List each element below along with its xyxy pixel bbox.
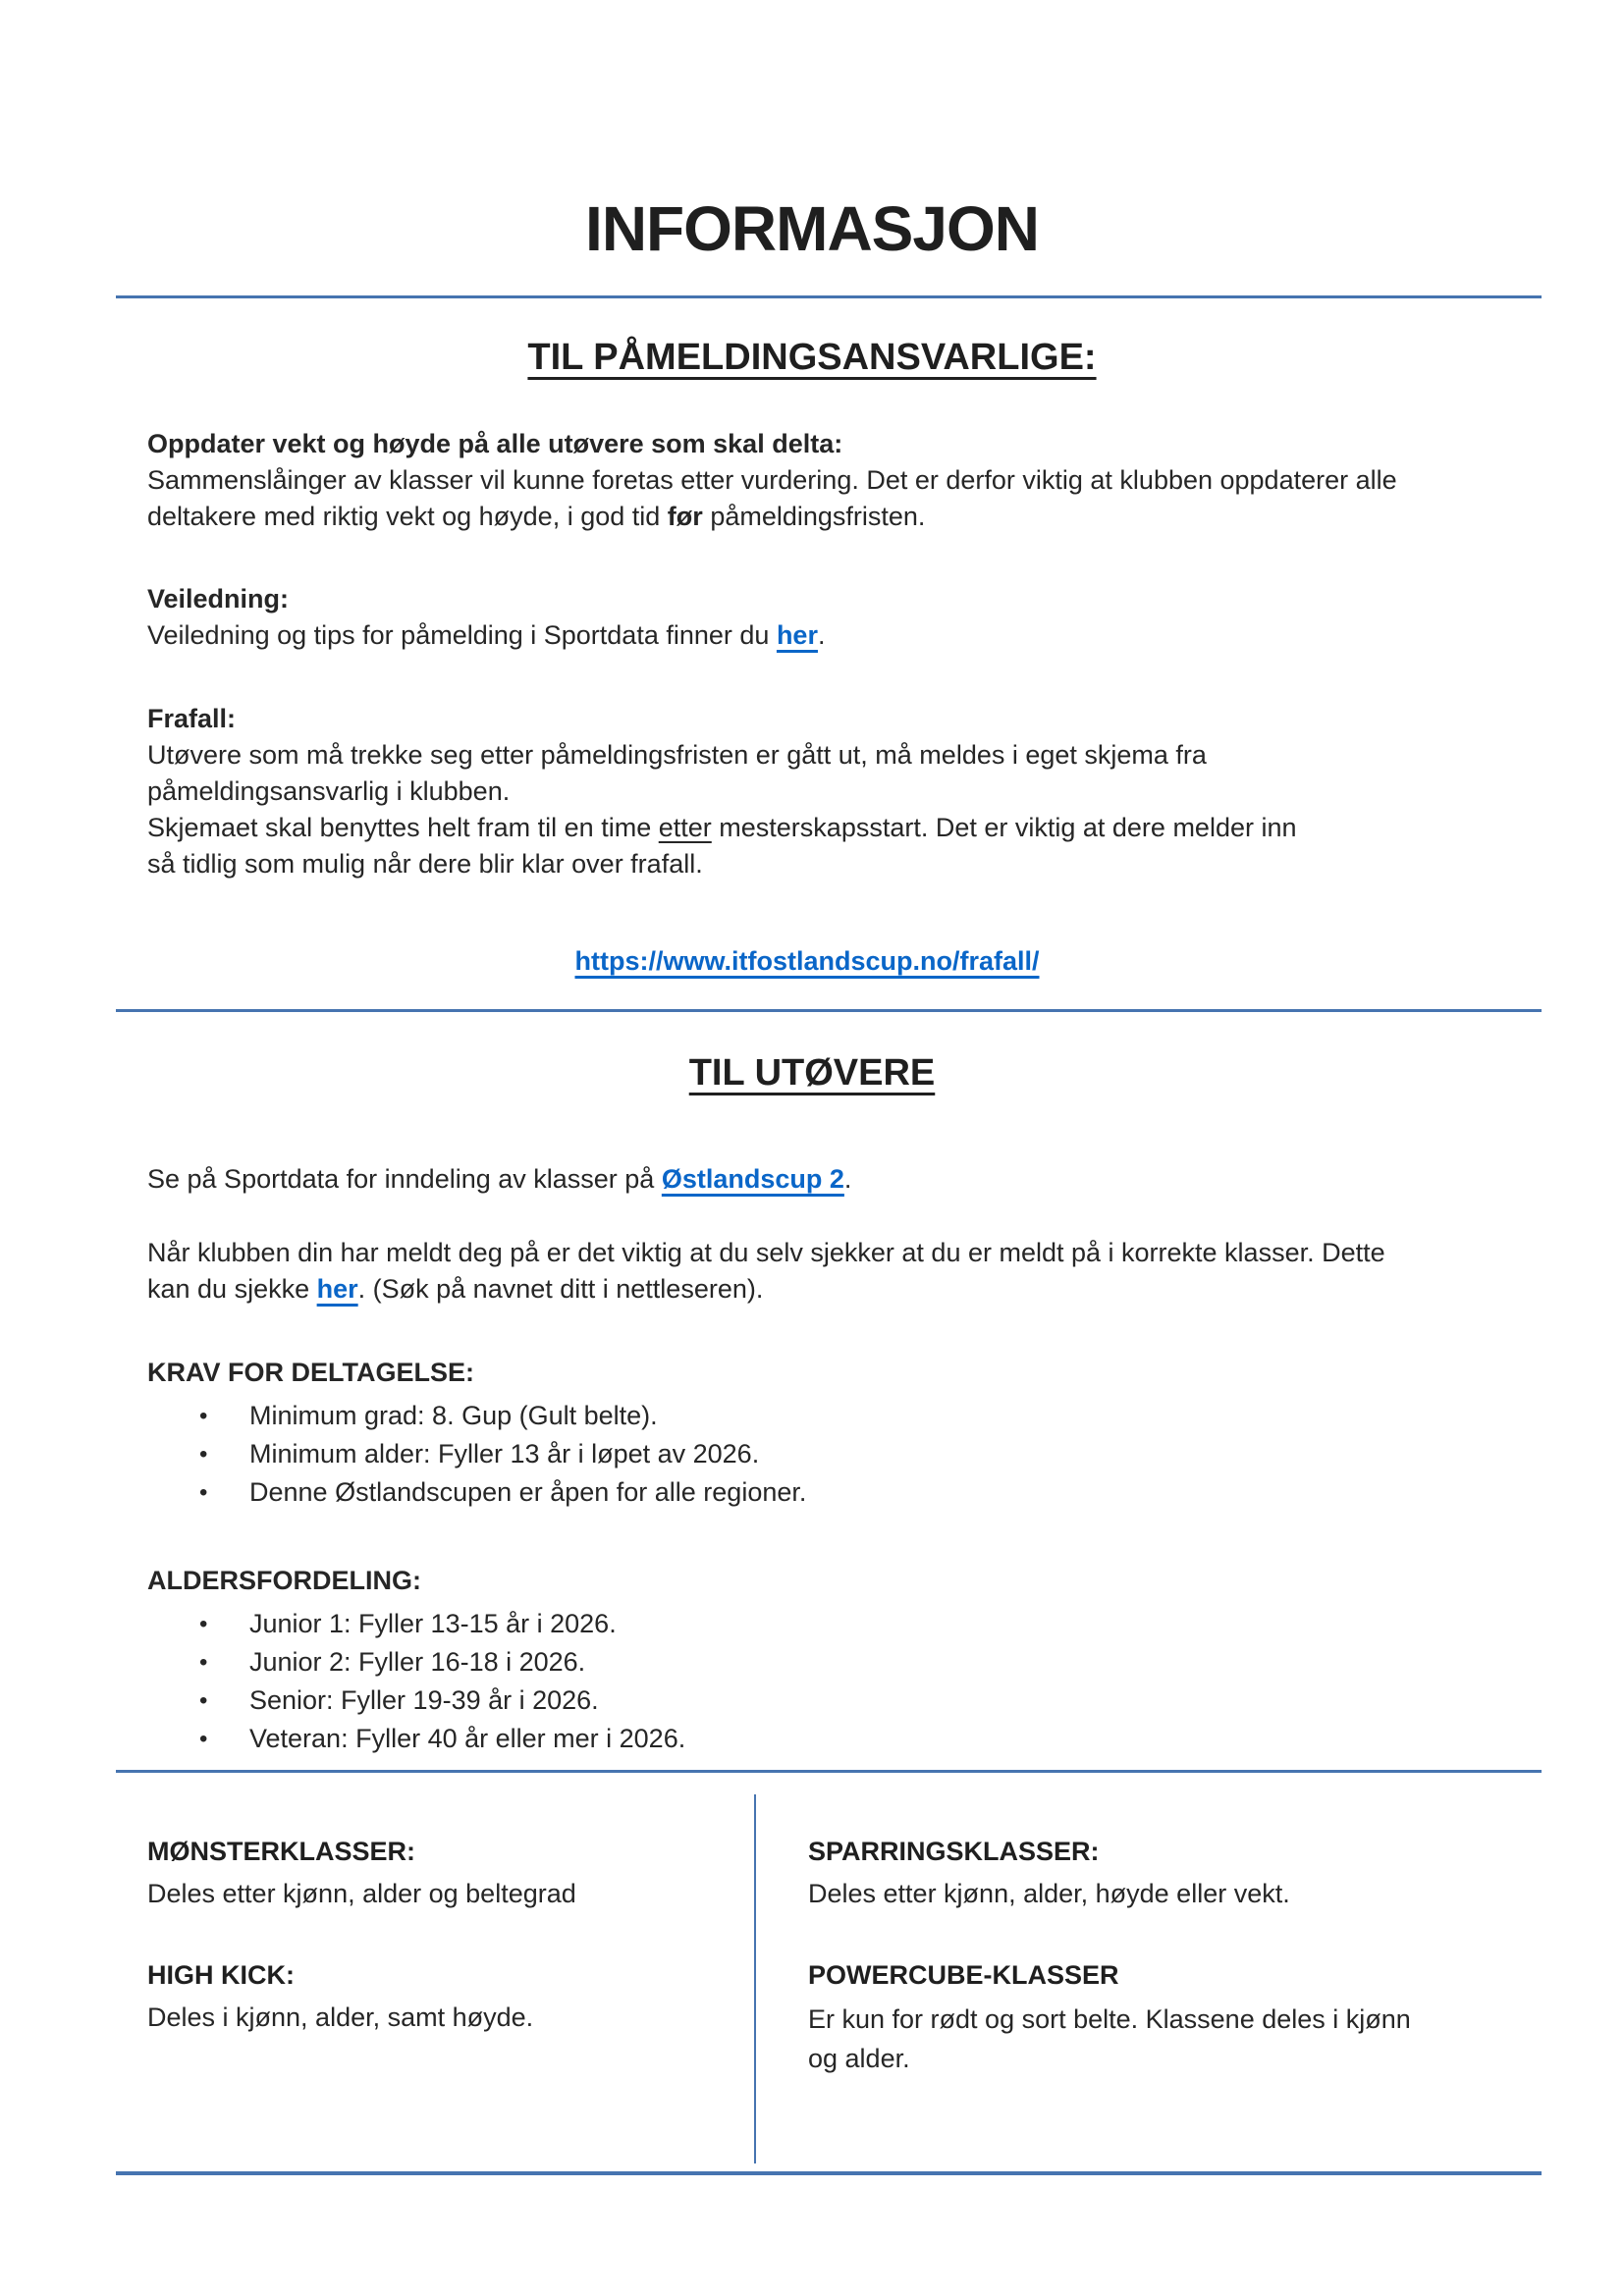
powercube-classes-title: POWERCUBE-KLASSER bbox=[808, 1960, 1119, 1990]
paragraph-label: Frafall: bbox=[147, 704, 237, 733]
emphasis-before-deadline: før bbox=[667, 502, 703, 531]
high-kick-group bbox=[147, 1957, 754, 2036]
paragraph-class-division bbox=[147, 1161, 1467, 1198]
pattern-classes-title: MØNSTERKLASSER: bbox=[147, 1837, 416, 1866]
paragraph-line bbox=[147, 810, 1467, 846]
title-divider bbox=[116, 295, 1542, 298]
paragraph-guidance bbox=[147, 581, 1467, 654]
classes-panel bbox=[147, 1773, 1536, 2163]
list-item: • Junior 2: Fyller 16-18 i 2026. bbox=[147, 1643, 1467, 1682]
age-groups-list bbox=[147, 1605, 1467, 1758]
classes-panel-right-column bbox=[756, 1773, 1536, 2078]
paragraph-label: Oppdater vekt og høyde på alle utøvere som skal delta: bbox=[147, 429, 843, 458]
emphasis-after-start: etter bbox=[658, 813, 712, 842]
classes-panel-bottom-divider bbox=[116, 2171, 1542, 2175]
paragraph-line: påmeldingsansvarlig i klubben. bbox=[147, 776, 511, 806]
paragraph-line bbox=[147, 617, 1467, 654]
pattern-classes-group bbox=[147, 1834, 754, 1912]
withdrawal-url-line bbox=[147, 943, 1467, 980]
list-item: • Denne Østlandscupen er åpen for alle regioner. bbox=[147, 1473, 1467, 1512]
text-segment: . (Søk på navnet ditt i nettleseren). bbox=[357, 1274, 764, 1304]
sparring-classes-title: SPARRINGSKLASSER: bbox=[808, 1837, 1100, 1866]
requirements-list bbox=[147, 1397, 1467, 1512]
list-item: • Junior 1: Fyller 13-15 år i 2026. bbox=[147, 1605, 1467, 1643]
text-segment: påmeldingsfristen. bbox=[710, 502, 926, 531]
powercube-classes-group bbox=[808, 1957, 1536, 2078]
age-groups-block bbox=[147, 1563, 1467, 1758]
check-here-link[interactable]: her bbox=[316, 1274, 358, 1304]
high-kick-title: HIGH KICK: bbox=[147, 1960, 295, 1990]
text-segment: mesterskapsstart. Det er viktig at dere melder inn bbox=[719, 813, 1297, 842]
paragraph-line: Når klubben din har meldt deg på er det viktig at du selv sjekker at du er meldt på i korrekte klasser. Dette bbox=[147, 1238, 1385, 1267]
age-groups-heading: ALDERSFORDELING: bbox=[147, 1566, 421, 1595]
text-segment: Se på Sportdata for inndeling av klasser på bbox=[147, 1164, 655, 1194]
sparring-classes-body: Deles etter kjønn, alder, høyde eller vekt. bbox=[808, 1879, 1290, 1908]
sparring-classes-group bbox=[808, 1834, 1536, 1912]
paragraph-update-weight-height bbox=[147, 426, 1467, 535]
text-segment: Skjemaet skal benyttes helt fram til en time bbox=[147, 813, 652, 842]
powercube-classes-body: Er kun for rødt og sort belte. Klassene deles i kjønn og alder. bbox=[808, 2004, 1411, 2073]
classes-panel-left-column bbox=[147, 1773, 754, 2036]
paragraph-line bbox=[147, 499, 1467, 535]
list-item: • Minimum grad: 8. Gup (Gult belte). bbox=[147, 1397, 1467, 1435]
text-segment: deltakere med riktig vekt og høyde, i god tid bbox=[147, 502, 661, 531]
withdrawal-form-link[interactable]: https://www.itfostlandscup.no/frafall/ bbox=[574, 946, 1040, 976]
requirements-block bbox=[147, 1355, 1467, 1512]
pattern-classes-body: Deles etter kjønn, alder og beltegrad bbox=[147, 1879, 576, 1908]
list-item: • Minimum alder: Fyller 13 år i løpet av 2026. bbox=[147, 1435, 1467, 1473]
paragraph-withdrawal bbox=[147, 701, 1467, 882]
athletes-section bbox=[147, 1161, 1467, 1758]
text-segment: Veiledning og tips for påmelding i Sportdata finner du bbox=[147, 620, 770, 650]
paragraph-line: så tidlig som mulig når dere blir klar over frafall. bbox=[147, 849, 703, 879]
guidance-here-link[interactable]: her bbox=[776, 620, 818, 650]
paragraph-check-registration bbox=[147, 1235, 1467, 1308]
requirements-heading: KRAV FOR DELTAGELSE: bbox=[147, 1358, 474, 1387]
section-heading-athletes: TIL UTØVERE bbox=[688, 1052, 936, 1094]
ostlandscup2-link[interactable]: Østlandscup 2 bbox=[661, 1164, 844, 1194]
text-segment: . bbox=[817, 620, 826, 650]
page-title: INFORMASJON bbox=[585, 193, 1039, 264]
section-heading-registrars: TIL PÅMELDINGSANSVARLIGE: bbox=[527, 337, 1097, 378]
paragraph-line: Sammenslåinger av klasser vil kunne foretas etter vurdering. Det er derfor viktig at klubben oppdaterer alle bbox=[147, 465, 1397, 495]
paragraph-line bbox=[147, 1271, 1467, 1308]
paragraph-label: Veiledning: bbox=[147, 584, 290, 614]
text-segment: kan du sjekke bbox=[147, 1274, 310, 1304]
list-item: • Senior: Fyller 19-39 år i 2026. bbox=[147, 1682, 1467, 1720]
high-kick-body: Deles i kjønn, alder, samt høyde. bbox=[147, 2002, 534, 2032]
registrars-section bbox=[147, 426, 1467, 980]
section-divider bbox=[116, 1009, 1542, 1012]
text-segment: . bbox=[843, 1164, 852, 1194]
paragraph-line: Utøvere som må trekke seg etter påmeldingsfristen er gått ut, må meldes i eget skjema fra bbox=[147, 740, 1207, 770]
list-item: • Veteran: Fyller 40 år eller mer i 2026. bbox=[147, 1720, 1467, 1758]
